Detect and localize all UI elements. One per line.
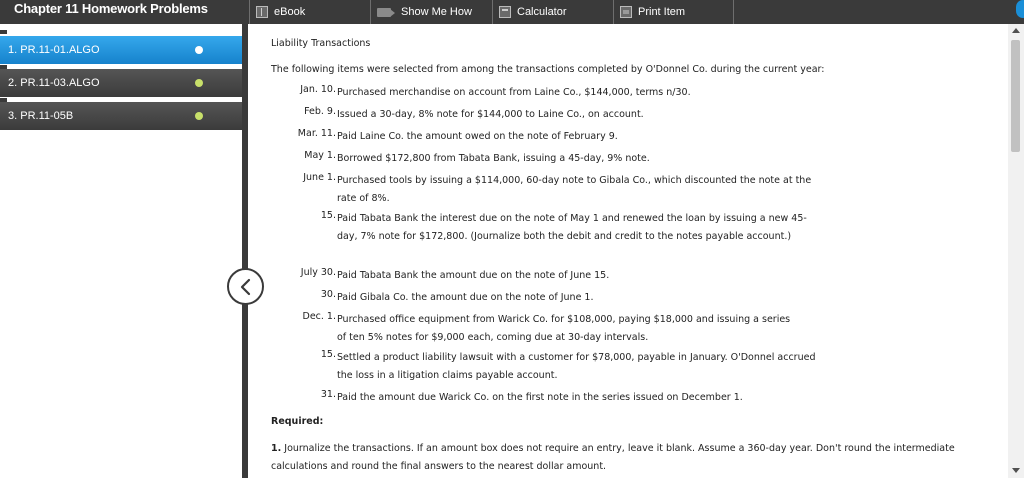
toolbar-tabs xyxy=(249,0,734,24)
problem-sidebar xyxy=(0,24,242,478)
transaction-date: May 1. xyxy=(304,150,336,161)
status-dot-icon xyxy=(195,79,203,87)
show-me-how-tab-label: Show Me How xyxy=(401,6,472,18)
sidebar-item-label: 3. PR.11-05B xyxy=(8,110,74,122)
calculator-tab[interactable] xyxy=(492,0,613,24)
sidebar-item-pr-11-01[interactable] xyxy=(0,36,242,64)
sidebar-item-pr-11-03[interactable] xyxy=(0,69,242,97)
transaction-text: Paid Laine Co. the amount owed on the note of February 9. xyxy=(337,131,618,142)
sidebar-item-label: 1. PR.11-01.ALGO xyxy=(8,44,100,56)
problem-intro: The following items were selected from among the transactions completed by O'Donnel Co. during the current year: xyxy=(271,64,825,75)
transaction-date: 15. xyxy=(320,349,336,360)
print-item-tab-label: Print Item xyxy=(638,6,686,18)
transaction-text: Paid Tabata Bank the interest due on the note of May 1 and renewed the loan by issuing a new 45-day, 7% note for $172,800. (Journalize both the debit and credit to the notes payable account.) xyxy=(337,213,807,242)
print-icon xyxy=(620,6,632,18)
scroll-up-icon[interactable] xyxy=(1012,28,1020,33)
transaction-date: Feb. 9. xyxy=(304,106,336,117)
transaction-text: Paid the amount due Warick Co. on the first note in the series issued on December 1. xyxy=(337,392,743,403)
help-icon[interactable] xyxy=(1016,0,1024,18)
requirement-number: 1. xyxy=(271,443,282,454)
transaction-date: Dec. 1. xyxy=(302,311,336,322)
scrollbar-thumb[interactable] xyxy=(1011,40,1020,152)
problem-content xyxy=(248,24,1008,478)
status-dot-icon xyxy=(195,112,203,120)
transaction-date: 30. xyxy=(320,289,336,300)
requirement-text: Journalize the transactions. If an amount box does not require an entry, leave it blank. Assume a 360-day year. Don't round the intermediate calculations and round the final answers to the nearest dollar amount. xyxy=(271,443,955,472)
show-me-how-tab[interactable] xyxy=(370,0,492,24)
transaction-date: June 1. xyxy=(303,172,336,183)
assignment-title: Chapter 11 Homework Problems xyxy=(14,1,208,16)
book-icon xyxy=(256,6,268,18)
print-item-tab[interactable] xyxy=(613,0,734,24)
transaction-text: Paid Tabata Bank the amount due on the note of June 15. xyxy=(337,270,610,281)
transaction-date: 31. xyxy=(320,389,336,400)
calculator-tab-label: Calculator xyxy=(517,6,567,18)
requirement-1 xyxy=(271,440,961,476)
sidebar-item-label: 2. PR.11-03.ALGO xyxy=(8,77,100,89)
video-icon xyxy=(377,8,391,17)
transaction-text: Settled a product liability lawsuit with a customer for $78,000, payable in January. O'Donnel accrued the loss in a litigation claims payable account. xyxy=(337,352,816,381)
transaction-text: Borrowed $172,800 from Tabata Bank, issuing a 45-day, 9% note. xyxy=(337,153,650,164)
transaction-text: Purchased tools by issuing a $114,000, 60-day note to Gibala Co., which discounted the note at the rate of 8%. xyxy=(337,175,812,204)
transaction-date: Jan. 10. xyxy=(300,84,336,95)
transaction-date: July 30. xyxy=(300,267,336,278)
ebook-tab[interactable] xyxy=(249,0,370,24)
transaction-text: Issued a 30-day, 8% note for $144,000 to Laine Co., on account. xyxy=(337,109,644,120)
transaction-text: Paid Gibala Co. the amount due on the note of June 1. xyxy=(337,292,594,303)
sidebar-item-pr-11-05b[interactable] xyxy=(0,102,242,130)
transaction-text: Purchased merchandise on account from Laine Co., $144,000, terms n/30. xyxy=(337,87,691,98)
scroll-down-icon[interactable] xyxy=(1012,468,1020,473)
top-bar xyxy=(0,0,1024,24)
transaction-text: Purchased office equipment from Warick Co. for $108,000, paying $18,000 and issuing a series of ten 5% notes for $9,000 each, coming due at 30-day intervals. xyxy=(337,314,791,343)
sidebar-divider xyxy=(0,30,7,34)
transaction-date: Mar. 11. xyxy=(297,128,336,139)
ebook-tab-label: eBook xyxy=(274,6,306,18)
status-dot-icon xyxy=(195,46,203,54)
required-heading: Required: xyxy=(271,416,324,427)
section-title: Liability Transactions xyxy=(271,38,371,49)
transaction-date: 15. xyxy=(320,210,336,221)
calculator-icon xyxy=(499,6,511,18)
